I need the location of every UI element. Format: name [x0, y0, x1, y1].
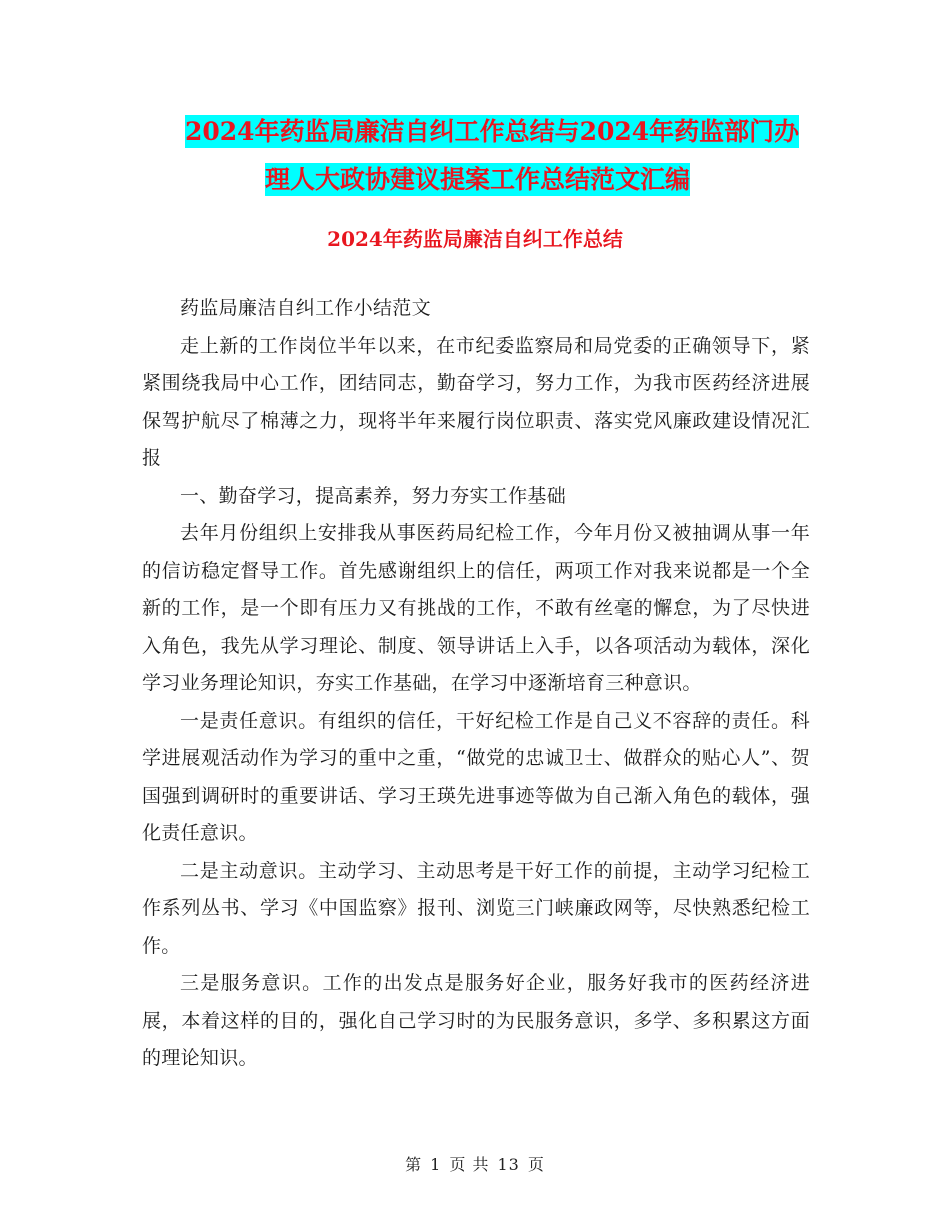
page-number: 1: [430, 1155, 442, 1174]
page-total: 13: [497, 1155, 520, 1174]
paragraph: 走上新的工作岗位半年以来，在市纪委监察局和局党委的正确领导下，紧紧围绕我局中心工作，团结同志，勤奋学习，努力工作，为我市医药经济进展保驾护航尽了棉薄之力，现将半年来履行岗位职责、落实党风廉政建设情况汇报: [142, 334, 810, 469]
paragraph: 三是服务意识。工作的出发点是服务好企业，服务好我市的医药经济进展，本着这样的目的，强化自己学习时的为民服务意识，多学、多积累这方面的理论知识。: [142, 972, 810, 1069]
document-body: [142, 290, 810, 1078]
document-title-line-2: 理人大政协建议提案工作总结范文汇编: [265, 165, 691, 194]
page-footer: [0, 1152, 950, 1175]
section-title: 2024年药监局廉洁自纠工作总结: [327, 227, 623, 251]
document-title: [140, 108, 830, 204]
paragraph: 一是责任意识。有组织的信任，干好纪检工作是自己义不容辞的责任。科学进展观活动作为学习的重中之重，“做党的忠诚卫士、做群众的贴心人”、贺国强到调研时的重要讲话、学习王瑛先进事迹等做为自己渐入角色的载体，强化责任意识。: [142, 709, 810, 844]
paragraph: 去年月份组织上安排我从事医药局纪检工作，今年月份又被抽调从事一年的信访稳定督导工作。首先感谢组织上的信任，两项工作对我来说都是一个全新的工作，是一个即有压力又有挑战的工作，不敢有丝毫的懈怠，为了尽快进入角色，我先从学习理论、制度、领导讲话上入手，以各项活动为载体，深化学习业务理论知识，夯实工作基础，在学习中逐渐培育三种意识。: [142, 522, 810, 694]
document-title-line-1: 2024年药监局廉洁自纠工作总结与2024年药监部门办: [185, 117, 800, 146]
paragraph: 二是主动意识。主动学习、主动思考是干好工作的前提，主动学习纪检工作系列丛书、学习《中国监察》报刊、浏览三门峡廉政网等，尽快熟悉纪检工作。: [142, 859, 810, 957]
page-mid: 页 共: [449, 1155, 490, 1174]
paragraph: 药监局廉洁自纠工作小结范文: [180, 297, 431, 319]
page-suffix: 页: [527, 1155, 545, 1174]
page-prefix: 第: [405, 1155, 423, 1174]
paragraph: 一、勤奋学习，提高素养，努力夯实工作基础: [180, 484, 567, 507]
